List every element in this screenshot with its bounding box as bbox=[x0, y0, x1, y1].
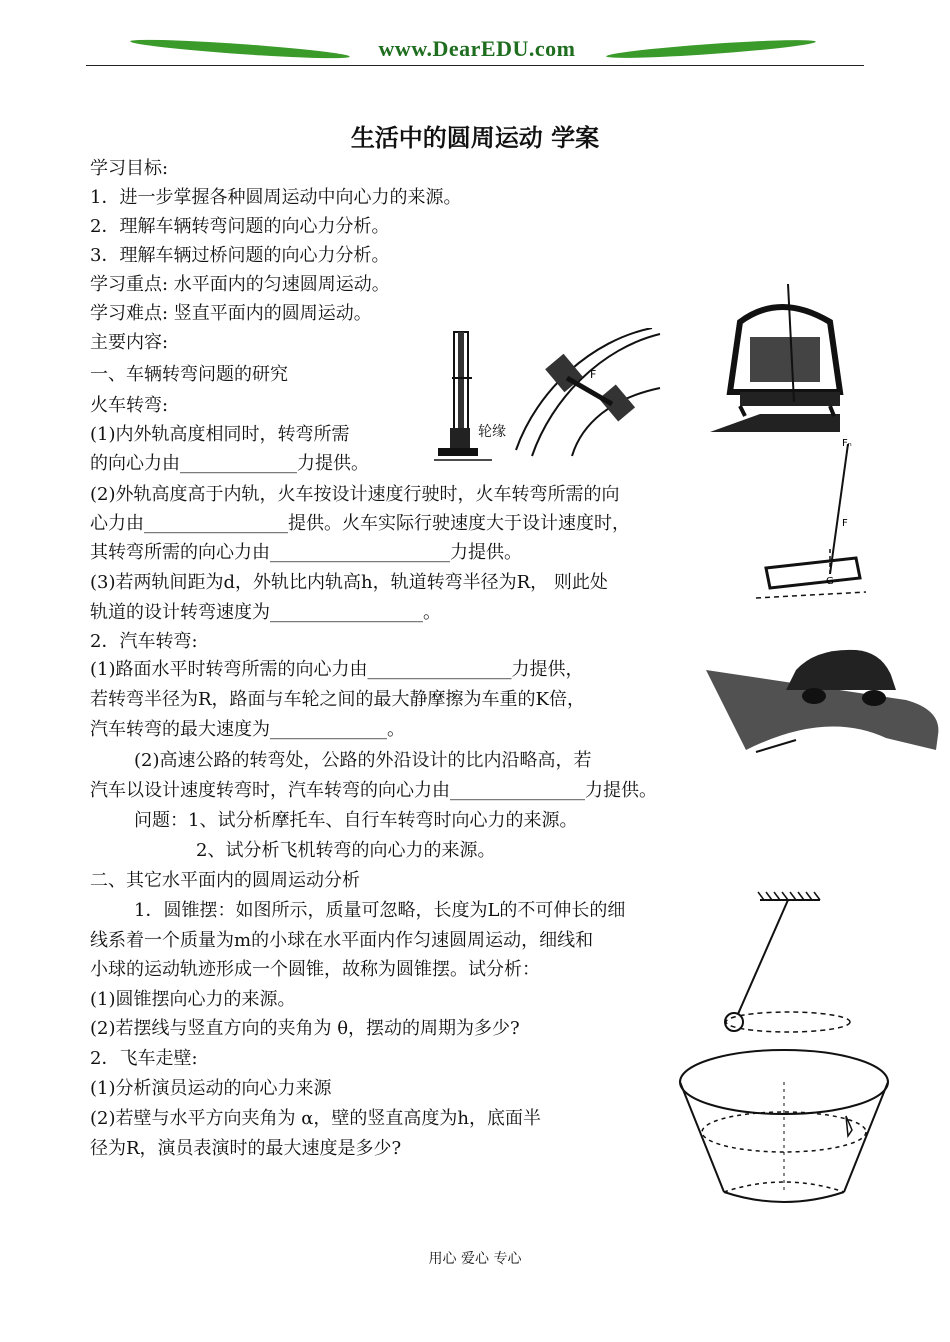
text-line: (2)若摆线与竖直方向的夹角为 θ，摆动的周期为多少? bbox=[90, 1018, 520, 1039]
text-line: 的向心力由_____________力提供。 bbox=[90, 453, 369, 474]
text-line: 汽车以设计速度转弯时，汽车转弯的向心力由_______________力提供。 bbox=[90, 780, 657, 801]
text-line: 1．圆锥摆：如图所示，质量可忽略，长度为L的不可伸长的细 bbox=[134, 900, 626, 921]
text-line: (3)若两轨间距为d，外轨比内轨高h，轨道转弯半径为R， 则此处 bbox=[90, 572, 608, 593]
text-line: 学习目标: bbox=[90, 158, 169, 179]
right-leaf-decoration bbox=[606, 37, 816, 62]
text-line: (2)若壁与水平方向夹角为 α，壁的竖直高度为h，底面半 bbox=[90, 1108, 541, 1129]
text-line: 心力由________________提供。火车实际行驶速度大于设计速度时， bbox=[90, 513, 630, 534]
force-f2-label: F bbox=[842, 518, 848, 529]
banked-force-figure bbox=[756, 436, 866, 606]
text-line: (1)分析演员运动的向心力来源 bbox=[90, 1078, 332, 1099]
train-front-figure bbox=[700, 282, 850, 452]
text-line: (1)圆锥摆向心力的来源。 bbox=[90, 989, 296, 1010]
text-line: 其转弯所需的向心力由____________________力提供。 bbox=[90, 542, 522, 563]
text-line: 线系着一个质量为m的小球在水平面内作匀速圆周运动，细线和 bbox=[90, 930, 594, 951]
text-line: (2)外轨高度高于内轨，火车按设计速度行驶时，火车转弯所需的向 bbox=[90, 484, 620, 505]
text-line: (1)路面水平时转弯所需的向心力由________________力提供， bbox=[90, 659, 584, 680]
text-line: 学习难点: 竖直平面内的圆周运动。 bbox=[90, 303, 372, 324]
wheel-flange-label: 轮缘 bbox=[478, 424, 506, 440]
page-footer: 用心 爱心 专心 bbox=[428, 1251, 522, 1267]
text-line: 2．理解车辆转弯问题的向心力分析。 bbox=[90, 216, 390, 237]
page-header bbox=[86, 30, 864, 70]
text-line: 1．进一步掌握各种圆周运动中向心力的来源。 bbox=[90, 187, 462, 208]
text-line: 小球的运动轨迹形成一个圆锥，故称为圆锥摆。试分析： bbox=[90, 959, 540, 980]
text-line: (2)高速公路的转弯处，公路的外沿设计的比内沿略高，若 bbox=[134, 750, 592, 771]
text-line: 汽车转弯的最大速度为_____________。 bbox=[90, 719, 405, 740]
normal-force-label: Fₙ bbox=[842, 438, 852, 449]
conical-pendulum-figure bbox=[716, 890, 856, 1050]
force-f-label: F bbox=[590, 368, 597, 381]
section-heading: 一、车辆转弯问题的研究 bbox=[90, 364, 288, 385]
wall-of-death-figure bbox=[674, 1046, 894, 1206]
text-line: 2．汽车转弯: bbox=[90, 631, 198, 652]
text-line: 轨道的设计转弯速度为_________________。 bbox=[90, 602, 441, 623]
curved-rail-figure bbox=[512, 328, 662, 458]
car-turning-figure bbox=[706, 640, 942, 760]
text-line: 主要内容: bbox=[90, 332, 169, 353]
text-line: 2．飞车走壁: bbox=[90, 1048, 198, 1069]
wheel-flange-figure bbox=[432, 328, 512, 468]
section-heading: 二、其它水平面内的圆周运动分析 bbox=[90, 870, 360, 891]
site-logo: www.DearEDU.com bbox=[378, 36, 576, 61]
text-line: 3．理解车辆过桥问题的向心力分析。 bbox=[90, 245, 390, 266]
text-line: (1)内外轨高度相同时，转弯所需 bbox=[90, 424, 350, 445]
header-rule bbox=[86, 65, 864, 66]
gravity-label: G bbox=[826, 576, 834, 587]
question-line: 问题：1、试分析摩托车、自行车转弯时向心力的来源。 bbox=[134, 810, 578, 831]
text-line: 学习重点: 水平面内的匀速圆周运动。 bbox=[90, 274, 390, 295]
page-title: 生活中的圆周运动 学案 bbox=[350, 123, 600, 152]
text-line: 火车转弯: bbox=[90, 395, 169, 416]
left-leaf-decoration bbox=[130, 36, 350, 61]
question-line: 2、试分析飞机转弯的向心力的来源。 bbox=[196, 840, 496, 861]
text-line: 若转弯半径为R，路面与车轮之间的最大静摩擦为车重的K倍， bbox=[90, 689, 585, 710]
text-line: 径为R，演员表演时的最大速度是多少? bbox=[90, 1138, 402, 1159]
